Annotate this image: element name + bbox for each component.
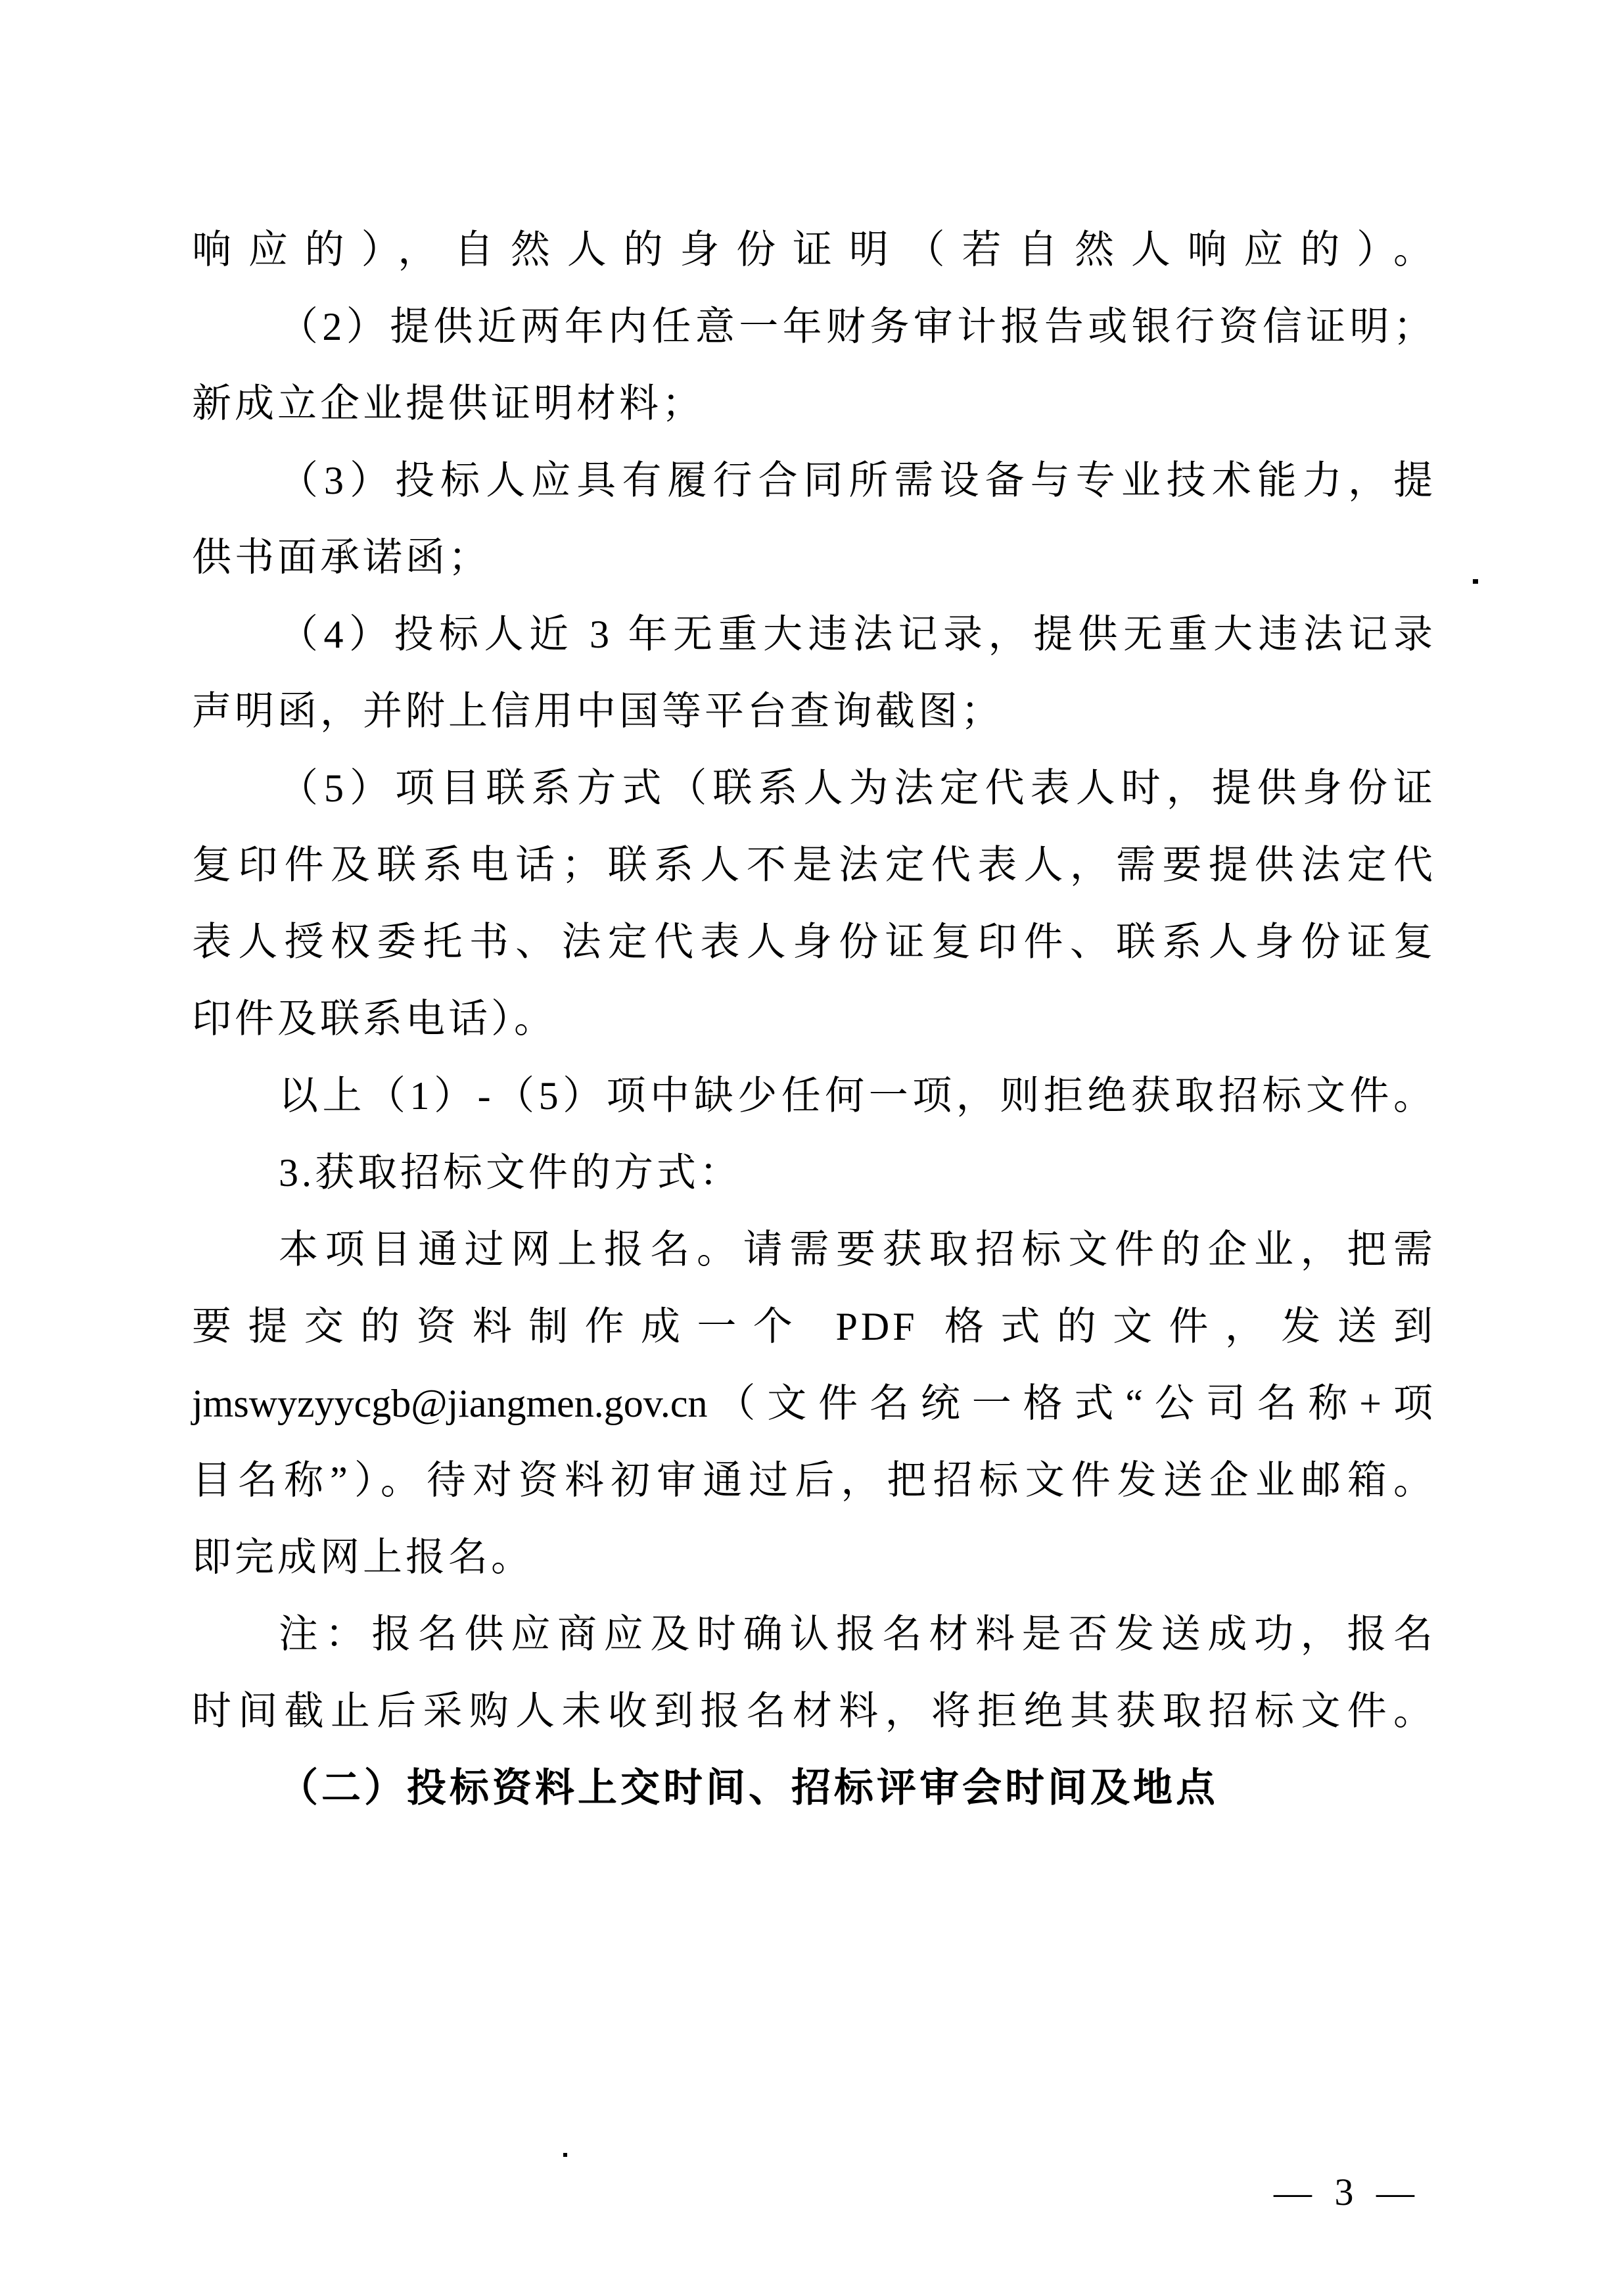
text-line: 印件及联系电话）。 [192, 997, 557, 1041]
scan-speck [563, 2153, 567, 2157]
text-line: 本项目通过网上报名。请需要获取招标文件的企业，把需 [279, 1228, 1436, 1271]
text-line: 注：报名供应商应及时确认报名材料是否发送成功，报名 [279, 1613, 1436, 1656]
text-line: （4）投标人近 3 年无重大违法记录，提供无重大违法记录 [279, 613, 1436, 656]
scan-speck [1473, 579, 1478, 584]
text-line: （2）提供近两年内任意一年财务审计报告或银行资信证明； [279, 305, 1436, 348]
text-after-email: （文件名统一格式“公司名称+项 [707, 1382, 1436, 1425]
email-address: jmswyzyycgb@jiangmen.gov.cn [192, 1382, 708, 1425]
document-body [192, 212, 1436, 1827]
text-line: （5）项目联系方式（联系人为法定代表人时，提供身份证 [279, 767, 1436, 810]
text-line: 供书面承诺函； [192, 536, 491, 579]
text-line: 时间截止后采购人未收到报名材料，将拒绝其获取招标文件。 [192, 1689, 1436, 1733]
text-line: （3）投标人应具有履行合同所需设备与专业技术能力，提 [279, 459, 1436, 502]
text-line-with-email [192, 1365, 1436, 1442]
text-line: 目名称”）。待对资料初审通过后，把招标文件发送企业邮箱。 [192, 1459, 1436, 1502]
text-line: 新成立企业提供证明材料； [192, 382, 705, 425]
text-line: 要提交的资料制作成一个 PDF 格式的文件，发送到 [192, 1305, 1436, 1348]
text-line: 声明函，并附上信用中国等平台查询截图； [192, 690, 1004, 733]
text-line: 以上（1）-（5）项中缺少任何一项，则拒绝获取招标文件。 [279, 1074, 1436, 1118]
text-line: 响应的），自然人的身份证明（若自然人响应的）。 [192, 228, 1436, 271]
text-line: 即完成网上报名。 [192, 1536, 534, 1579]
section-heading-numbered: 3.获取招标文件的方式： [279, 1151, 742, 1194]
text-line: 表人授权委托书、法定代表人身份证复印件、联系人身份证复 [192, 920, 1436, 964]
text-line: 复印件及联系电话；联系人不是法定代表人，需要提供法定代 [192, 843, 1436, 887]
page-number: — 3 — [1274, 2171, 1421, 2213]
section-heading: （二）投标资料上交时间、招标评审会时间及地点 [279, 1766, 1218, 1810]
